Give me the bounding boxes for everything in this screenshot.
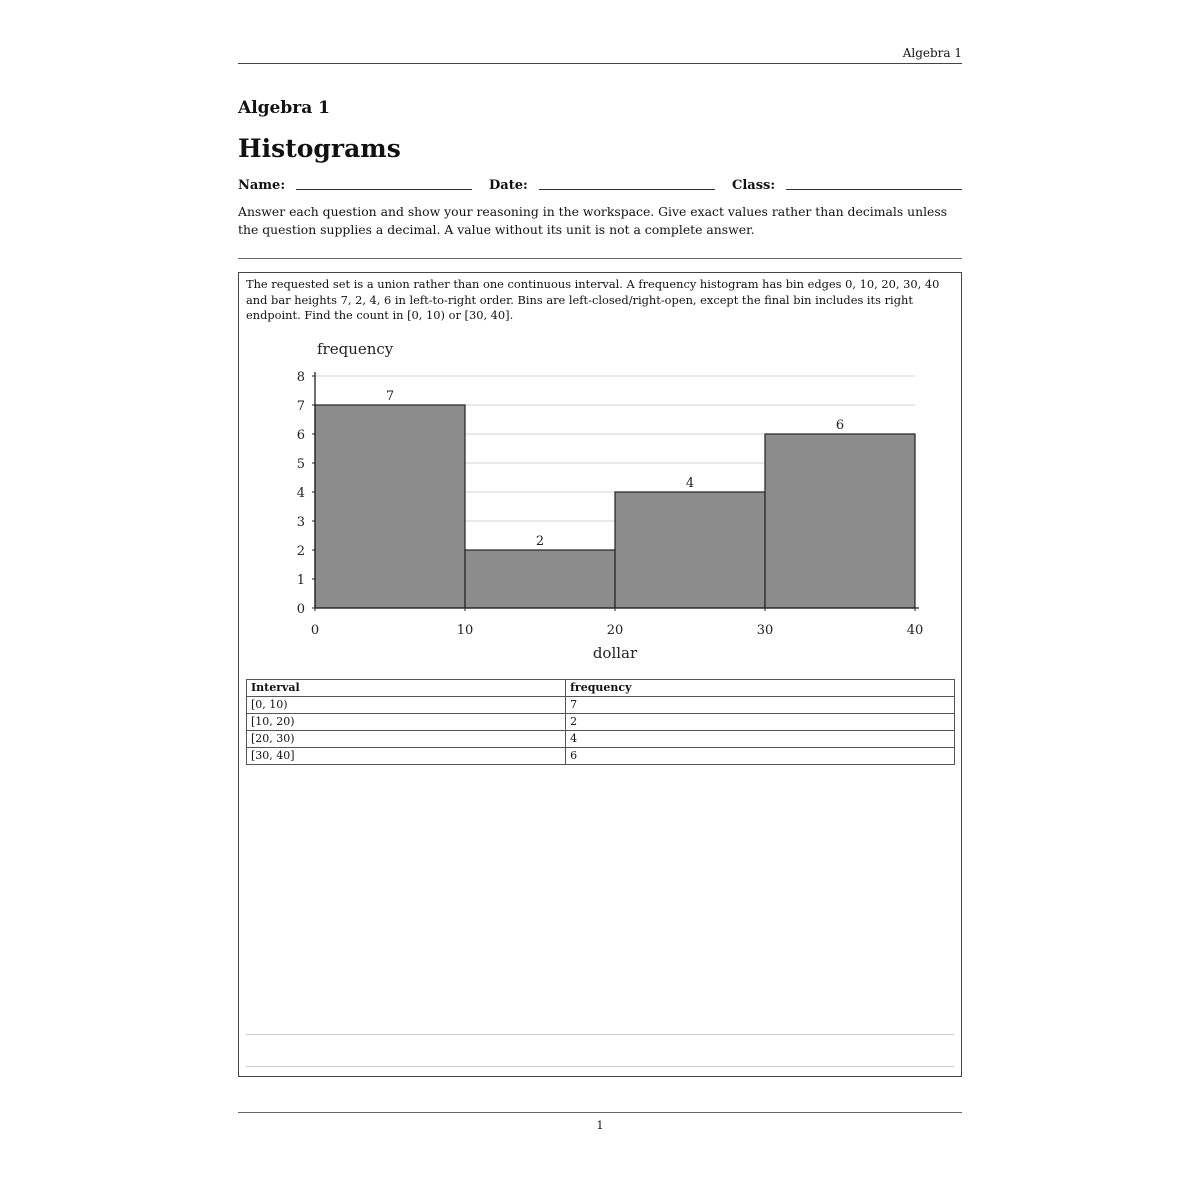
bar-data-label: 2 [535, 534, 545, 549]
instructions: Answer each question and show your reasoning in the workspace. Give exact values rather than decimals unless the question supplies a decimal. A value without its unit is not a complete answer. [238, 204, 948, 237]
date-label: Date: [489, 178, 528, 193]
histogram-bar [465, 550, 615, 608]
class-field[interactable] [786, 189, 962, 190]
x-tick-label: 30 [756, 623, 774, 638]
table-header-cell: Interval [247, 680, 566, 697]
y-tick-label: 3 [296, 515, 305, 530]
bar-data-label: 7 [385, 389, 395, 404]
table-cell: [20, 30) [247, 731, 566, 748]
running-header: Algebra 1 [238, 46, 962, 64]
table-header-row [247, 680, 955, 697]
course-title: Algebra 1 [238, 98, 330, 118]
workspace-line [246, 1066, 954, 1067]
table-cell: 7 [566, 697, 955, 714]
y-tick-label: 4 [296, 486, 305, 501]
section-divider [238, 258, 962, 259]
histogram-chart [239, 273, 961, 673]
frequency-table [246, 679, 955, 765]
table-cell: [0, 10) [247, 697, 566, 714]
table-cell: 2 [566, 714, 955, 731]
table-cell: [30, 40] [247, 748, 566, 765]
x-tick-label: 40 [906, 623, 924, 638]
question-text: The requested set is a union rather than one continuous interval. A frequency histogram has bin edges 0, 10, 20, 30, 40 and bar heights 7, 2, 4, 6 in left-to-right order. Bins are left-closed/right-open, except the final bin includes its right endpoint. Find the count in [0, 10) or [30, 40]. [246, 277, 940, 322]
y-axis-label: frequency [317, 340, 394, 358]
y-tick-label: 0 [296, 602, 305, 617]
bar-data-label: 6 [835, 418, 845, 433]
date-field[interactable] [539, 189, 715, 190]
bar-data-label: 4 [685, 476, 695, 491]
table-row [247, 697, 955, 714]
y-tick-label: 1 [296, 573, 305, 588]
x-tick-label: 10 [456, 623, 474, 638]
y-tick-label: 8 [296, 370, 305, 385]
page-number: 1 [238, 1112, 962, 1132]
x-tick-label: 20 [606, 623, 624, 638]
class-label: Class: [732, 178, 776, 193]
x-tick-label: 0 [310, 623, 320, 638]
histogram-bar [765, 434, 915, 608]
workspace-line [246, 1034, 954, 1035]
name-label: Name: [238, 178, 286, 193]
name-field[interactable] [296, 189, 472, 190]
table-cell: 4 [566, 731, 955, 748]
question-box [238, 272, 962, 1077]
table-cell: [10, 20) [247, 714, 566, 731]
table-row [247, 731, 955, 748]
y-tick-label: 7 [296, 399, 305, 414]
table-row [247, 748, 955, 765]
y-tick-label: 6 [296, 428, 305, 443]
page-title: Histograms [238, 134, 401, 163]
y-tick-label: 5 [296, 457, 305, 472]
table-header-cell: frequency [566, 680, 955, 697]
table-cell: 6 [566, 748, 955, 765]
x-axis-label: dollar [592, 644, 638, 662]
histogram-bar [615, 492, 765, 608]
table-row [247, 714, 955, 731]
y-tick-label: 2 [296, 544, 305, 559]
student-info-row [238, 176, 962, 196]
histogram-bar [315, 405, 465, 608]
